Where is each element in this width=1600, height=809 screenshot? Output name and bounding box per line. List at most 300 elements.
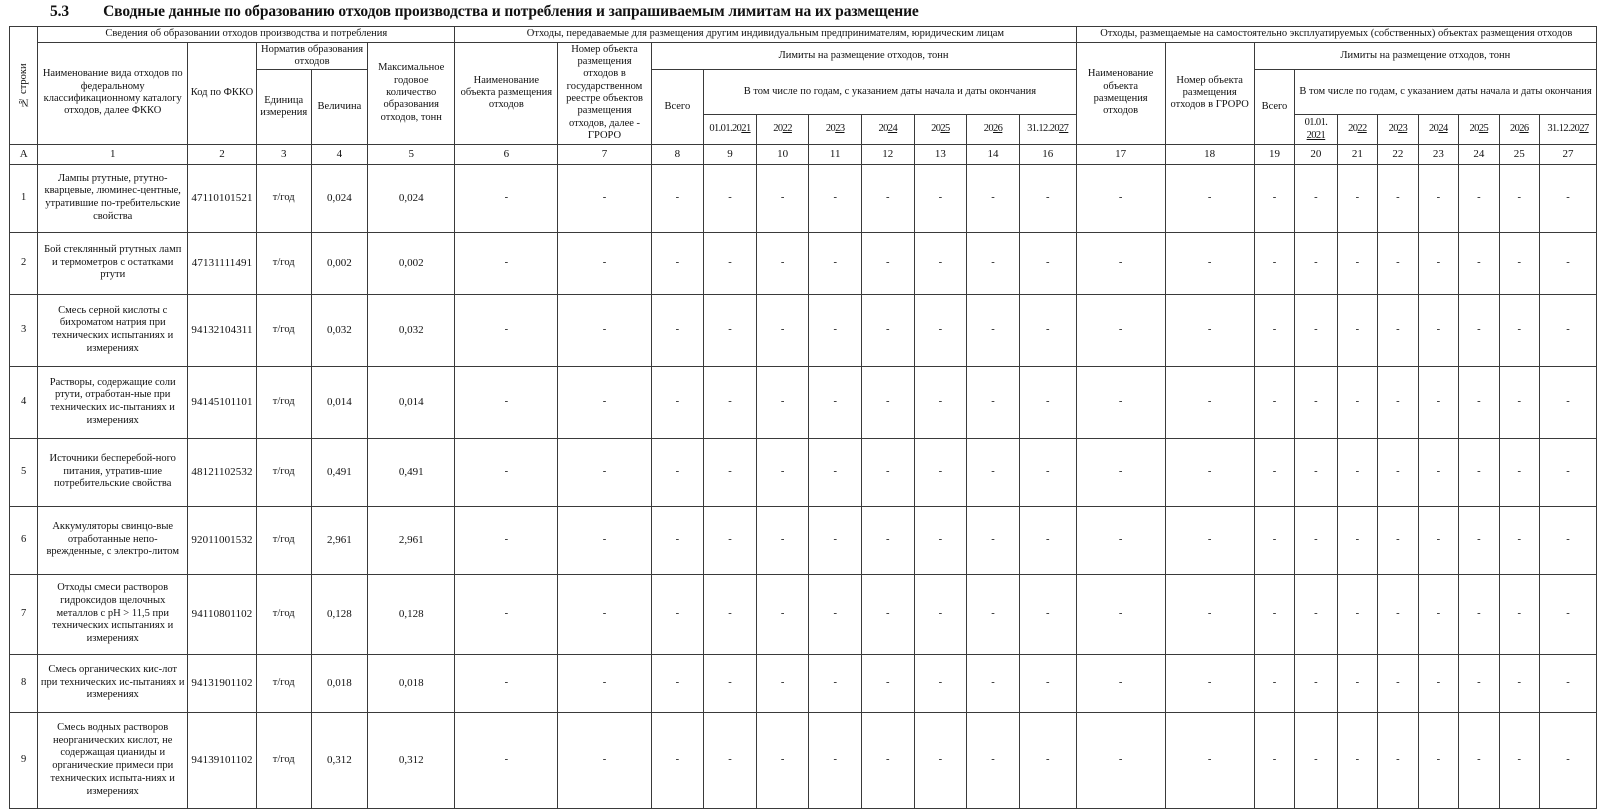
column-number-11: 11 [809, 144, 862, 164]
cell-y5-own: - [1459, 438, 1499, 506]
cell-y1-transfer: - [704, 574, 757, 654]
cell-facility-name-own: - [1076, 712, 1165, 808]
cell-y4-transfer: - [862, 654, 915, 712]
cell-y3-transfer: - [809, 712, 862, 808]
table-row [10, 294, 1597, 366]
cell-total-own: - [1254, 294, 1294, 366]
cell-y2-own: - [1337, 712, 1377, 808]
column-number-13: 13 [914, 144, 967, 164]
col-header-facility-name-own: Наименование объекта размещения отходов [1076, 42, 1165, 144]
cell-groro-own: - [1165, 164, 1254, 232]
table-row [10, 574, 1597, 654]
cell-y3-transfer: - [809, 438, 862, 506]
section-number: 5.3 [50, 3, 70, 20]
cell-y3-own: - [1378, 654, 1418, 712]
cell-unit: т/год [256, 574, 311, 654]
cell-groro-transfer: - [558, 574, 651, 654]
cell-y4-transfer: - [862, 366, 915, 438]
cell-y7-own: - [1540, 294, 1597, 366]
cell-row-number: 6 [10, 506, 38, 574]
cell-groro-transfer: - [558, 366, 651, 438]
cell-total-own: - [1254, 574, 1294, 654]
column-number-22: 22 [1378, 144, 1418, 164]
cell-y3-transfer: - [809, 506, 862, 574]
column-number-7: 7 [558, 144, 651, 164]
cell-y6-own: - [1499, 712, 1539, 808]
cell-y6-transfer: - [967, 164, 1020, 232]
cell-groro-own: - [1165, 294, 1254, 366]
cell-y4-transfer: - [862, 164, 915, 232]
table-row [10, 506, 1597, 574]
cell-y2-transfer: - [756, 232, 809, 294]
cell-y3-own: - [1378, 366, 1418, 438]
header-sub-row-1 [10, 42, 1597, 70]
cell-facility-name-transfer: - [455, 294, 558, 366]
cell-groro-own: - [1165, 574, 1254, 654]
column-number-21: 21 [1337, 144, 1377, 164]
column-number-4: 4 [311, 144, 368, 164]
cell-total-transfer: - [651, 164, 704, 232]
col-header-year-own-2 [1337, 115, 1377, 145]
cell-groro-own: - [1165, 366, 1254, 438]
cell-facility-name-own: - [1076, 506, 1165, 574]
col-header-total-transfer: Всего [651, 70, 704, 144]
cell-y4-transfer: - [862, 574, 915, 654]
cell-y6-own: - [1499, 232, 1539, 294]
cell-y6-own: - [1499, 164, 1539, 232]
cell-quantity: 0,128 [311, 574, 368, 654]
cell-unit: т/год [256, 654, 311, 712]
cell-y4-transfer: - [862, 506, 915, 574]
cell-total-transfer: - [651, 712, 704, 808]
column-number-A: A [10, 144, 38, 164]
col-header-year-transfer-7 [1019, 115, 1076, 145]
cell-y6-own: - [1499, 438, 1539, 506]
cell-unit: т/год [256, 232, 311, 294]
column-number-24: 24 [1459, 144, 1499, 164]
column-number-5: 5 [368, 144, 455, 164]
cell-facility-name-own: - [1076, 574, 1165, 654]
cell-groro-transfer: - [558, 712, 651, 808]
cell-y5-transfer: - [914, 712, 967, 808]
cell-y1-own: - [1295, 654, 1338, 712]
year-label: 01.01.2021 [709, 123, 751, 135]
cell-groro-own: - [1165, 506, 1254, 574]
cell-y7-transfer: - [1019, 574, 1076, 654]
cell-quantity: 0,312 [311, 712, 368, 808]
cell-y6-own: - [1499, 574, 1539, 654]
year-label: 2022 [1348, 123, 1367, 135]
cell-y7-own: - [1540, 164, 1597, 232]
cell-y2-own: - [1337, 506, 1377, 574]
cell-y7-transfer: - [1019, 506, 1076, 574]
cell-fkko-code: 92011001532 [188, 506, 257, 574]
waste-summary-table [9, 26, 1597, 809]
column-number-27: 27 [1540, 144, 1597, 164]
cell-groro-transfer: - [558, 438, 651, 506]
cell-y2-transfer: - [756, 294, 809, 366]
cell-y5-transfer: - [914, 438, 967, 506]
cell-y1-transfer: - [704, 438, 757, 506]
cell-y7-own: - [1540, 506, 1597, 574]
col-header-limits-transfer: Лимиты на размещение отходов, тонн [651, 42, 1076, 70]
cell-quantity: 0,018 [311, 654, 368, 712]
cell-y1-own: - [1295, 506, 1338, 574]
col-header-waste-name: Наименование вида отходов по федеральному классификационному каталогу отходов, далее ФККО [38, 42, 188, 144]
cell-facility-name-transfer: - [455, 712, 558, 808]
column-number-1: 1 [38, 144, 188, 164]
cell-facility-name-transfer: - [455, 574, 558, 654]
col-header-year-own-7 [1540, 115, 1597, 145]
group-header-own: Отходы, размещаемые на самостоятельно эксплуатируемых (собственных) объектах размещения отходов [1076, 27, 1596, 43]
cell-y4-own: - [1418, 438, 1458, 506]
cell-total-transfer: - [651, 294, 704, 366]
column-number-16: 16 [1019, 144, 1076, 164]
cell-y4-own: - [1418, 232, 1458, 294]
cell-groro-own: - [1165, 712, 1254, 808]
cell-fkko-code: 47131111491 [188, 232, 257, 294]
cell-y7-transfer: - [1019, 232, 1076, 294]
year-label: 2025 [931, 123, 950, 135]
cell-max-annual: 0,002 [368, 232, 455, 294]
column-number-row [10, 144, 1597, 164]
cell-total-own: - [1254, 654, 1294, 712]
col-header-year-own-5 [1459, 115, 1499, 145]
cell-y1-transfer: - [704, 294, 757, 366]
col-header-groro-own: Номер объекта размещения отходов в ГРОРО [1165, 42, 1254, 144]
cell-unit: т/год [256, 506, 311, 574]
cell-waste-name: Лампы ртутные, ртутно-кварцевые, люминес-центные, утратившие по-требительские свойства [38, 164, 188, 232]
col-header-by-years-own: В том числе по годам, с указанием даты начала и даты окончания [1295, 70, 1597, 115]
cell-facility-name-transfer: - [455, 232, 558, 294]
column-number-20: 20 [1295, 144, 1338, 164]
cell-y7-own: - [1540, 654, 1597, 712]
cell-y3-own: - [1378, 294, 1418, 366]
cell-y1-own: - [1295, 294, 1338, 366]
cell-groro-own: - [1165, 654, 1254, 712]
cell-y1-transfer: - [704, 366, 757, 438]
cell-fkko-code: 94145101101 [188, 366, 257, 438]
cell-max-annual: 0,312 [368, 712, 455, 808]
cell-y6-transfer: - [967, 294, 1020, 366]
cell-y5-transfer: - [914, 654, 967, 712]
cell-total-own: - [1254, 438, 1294, 506]
col-header-facility-name-transfer: Наименование объекта размещения отходов [455, 42, 558, 144]
cell-y2-transfer: - [756, 712, 809, 808]
cell-quantity: 0,002 [311, 232, 368, 294]
cell-y3-transfer: - [809, 294, 862, 366]
cell-facility-name-own: - [1076, 654, 1165, 712]
table-row [10, 366, 1597, 438]
cell-unit: т/год [256, 438, 311, 506]
cell-y3-own: - [1378, 438, 1418, 506]
section-title-text: Сводные данные по образованию отходов производства и потребления и запрашиваемым лимитам на их размещение [103, 3, 919, 20]
column-number-9: 9 [704, 144, 757, 164]
cell-y1-own: - [1295, 574, 1338, 654]
table-row [10, 164, 1597, 232]
year-label: 2026 [1509, 123, 1529, 135]
table-row [10, 712, 1597, 808]
cell-y3-transfer: - [809, 366, 862, 438]
col-header-limits-own: Лимиты на размещение отходов, тонн [1254, 42, 1596, 70]
cell-facility-name-own: - [1076, 232, 1165, 294]
year-label: 2023 [1388, 123, 1408, 135]
col-header-fkko-code: Код по ФККО [188, 42, 257, 144]
cell-facility-name-own: - [1076, 164, 1165, 232]
cell-facility-name-own: - [1076, 294, 1165, 366]
cell-y5-transfer: - [914, 232, 967, 294]
col-header-year-transfer-6 [967, 115, 1020, 145]
cell-y2-transfer: - [756, 438, 809, 506]
cell-y5-own: - [1459, 232, 1499, 294]
cell-y7-own: - [1540, 366, 1597, 438]
col-header-year-own-4 [1418, 115, 1458, 145]
cell-y2-transfer: - [756, 654, 809, 712]
col-header-row-number-label: № строки [17, 63, 29, 108]
cell-y5-own: - [1459, 654, 1499, 712]
cell-max-annual: 0,014 [368, 366, 455, 438]
column-number-14: 14 [967, 144, 1020, 164]
column-number-8: 8 [651, 144, 704, 164]
cell-unit: т/год [256, 164, 311, 232]
cell-waste-name: Смесь органических кис-лот при технических ис-пытаниях и измерениях [38, 654, 188, 712]
cell-y6-own: - [1499, 506, 1539, 574]
cell-y4-own: - [1418, 574, 1458, 654]
cell-y2-own: - [1337, 438, 1377, 506]
year-label: 2024 [878, 123, 898, 135]
year-label: 2024 [1429, 123, 1448, 135]
cell-max-annual: 0,024 [368, 164, 455, 232]
cell-y1-own: - [1295, 232, 1338, 294]
cell-y2-own: - [1337, 366, 1377, 438]
cell-row-number: 4 [10, 366, 38, 438]
cell-y6-transfer: - [967, 438, 1020, 506]
cell-y3-own: - [1378, 712, 1418, 808]
cell-quantity: 0,014 [311, 366, 368, 438]
cell-total-transfer: - [651, 366, 704, 438]
col-header-norm-group: Норматив образования отходов [256, 42, 367, 70]
cell-row-number: 9 [10, 712, 38, 808]
cell-y1-transfer: - [704, 506, 757, 574]
year-label: 31.12.2027 [1547, 123, 1589, 135]
cell-quantity: 2,961 [311, 506, 368, 574]
cell-y7-transfer: - [1019, 294, 1076, 366]
cell-total-own: - [1254, 366, 1294, 438]
cell-max-annual: 2,961 [368, 506, 455, 574]
cell-y4-own: - [1418, 366, 1458, 438]
cell-total-own: - [1254, 712, 1294, 808]
cell-groro-transfer: - [558, 506, 651, 574]
cell-y3-transfer: - [809, 654, 862, 712]
cell-total-transfer: - [651, 232, 704, 294]
col-header-by-years-transfer: В том числе по годам, с указанием даты начала и даты окончания [704, 70, 1076, 115]
cell-fkko-code: 48121102532 [188, 438, 257, 506]
cell-unit: т/год [256, 294, 311, 366]
cell-y5-transfer: - [914, 294, 967, 366]
cell-y5-own: - [1459, 164, 1499, 232]
column-number-10: 10 [756, 144, 809, 164]
cell-row-number: 1 [10, 164, 38, 232]
cell-row-number: 5 [10, 438, 38, 506]
cell-y5-transfer: - [914, 506, 967, 574]
year-label: 31.12.2027 [1027, 123, 1069, 135]
cell-max-annual: 0,032 [368, 294, 455, 366]
cell-y7-own: - [1540, 232, 1597, 294]
table-row [10, 438, 1597, 506]
cell-row-number: 2 [10, 232, 38, 294]
cell-y4-transfer: - [862, 232, 915, 294]
cell-total-own: - [1254, 232, 1294, 294]
col-header-year-own-3 [1378, 115, 1418, 145]
cell-facility-name-transfer: - [455, 366, 558, 438]
cell-facility-name-transfer: - [455, 654, 558, 712]
cell-row-number: 3 [10, 294, 38, 366]
cell-y2-own: - [1337, 574, 1377, 654]
cell-total-transfer: - [651, 654, 704, 712]
col-header-year-transfer-3 [809, 115, 862, 145]
cell-y3-own: - [1378, 506, 1418, 574]
cell-y4-transfer: - [862, 712, 915, 808]
cell-y2-own: - [1337, 164, 1377, 232]
cell-total-transfer: - [651, 438, 704, 506]
cell-groro-transfer: - [558, 232, 651, 294]
cell-y3-own: - [1378, 232, 1418, 294]
year-label: 2022 [773, 123, 792, 135]
cell-y5-own: - [1459, 294, 1499, 366]
cell-y5-own: - [1459, 712, 1499, 808]
cell-y2-own: - [1337, 232, 1377, 294]
cell-quantity: 0,032 [311, 294, 368, 366]
cell-y6-transfer: - [967, 712, 1020, 808]
cell-y1-transfer: - [704, 712, 757, 808]
column-number-18: 18 [1165, 144, 1254, 164]
cell-y5-own: - [1459, 506, 1499, 574]
cell-facility-name-own: - [1076, 366, 1165, 438]
cell-groro-transfer: - [558, 164, 651, 232]
cell-waste-name: Бой стеклянный ртутных ламп и термометров с остатками ртути [38, 232, 188, 294]
column-number-2: 2 [188, 144, 257, 164]
cell-y1-own: - [1295, 712, 1338, 808]
cell-y6-own: - [1499, 294, 1539, 366]
year-label: 2025 [1469, 123, 1489, 135]
cell-y7-transfer: - [1019, 366, 1076, 438]
cell-waste-name: Аккумуляторы свинцо-вые отработанные непо-врежденные, с электро-литом [38, 506, 188, 574]
cell-max-annual: 0,018 [368, 654, 455, 712]
cell-waste-name: Отходы смеси растворов гидроксидов щелочных металлов с pH > 11,5 при технических испытаниях и измерениях [38, 574, 188, 654]
col-header-quantity: Величина [311, 70, 368, 144]
cell-fkko-code: 94110801102 [188, 574, 257, 654]
cell-y2-own: - [1337, 654, 1377, 712]
cell-y4-transfer: - [862, 294, 915, 366]
group-header-transfer: Отходы, передаваемые для размещения другим индивидуальным предпринимателям, юридическим лицам [455, 27, 1076, 43]
cell-y5-transfer: - [914, 574, 967, 654]
cell-y1-own: - [1295, 164, 1338, 232]
cell-y7-transfer: - [1019, 164, 1076, 232]
cell-facility-name-own: - [1076, 438, 1165, 506]
cell-fkko-code: 94139101102 [188, 712, 257, 808]
cell-quantity: 0,024 [311, 164, 368, 232]
cell-y1-own: - [1295, 438, 1338, 506]
cell-max-annual: 0,128 [368, 574, 455, 654]
cell-y4-transfer: - [862, 438, 915, 506]
cell-y7-transfer: - [1019, 712, 1076, 808]
cell-y1-own: - [1295, 366, 1338, 438]
cell-fkko-code: 94132104311 [188, 294, 257, 366]
cell-y4-own: - [1418, 654, 1458, 712]
cell-y7-own: - [1540, 712, 1597, 808]
cell-waste-name: Смесь водных растворов неорганических кислот, не содержащая цианиды и органические примеси при технических испыта-ниях и измерениях [38, 712, 188, 808]
cell-y4-own: - [1418, 712, 1458, 808]
year-label: 2023 [825, 123, 845, 135]
column-number-17: 17 [1076, 144, 1165, 164]
cell-y3-own: - [1378, 574, 1418, 654]
column-number-25: 25 [1499, 144, 1539, 164]
cell-y2-transfer: - [756, 574, 809, 654]
cell-y4-own: - [1418, 294, 1458, 366]
cell-y4-own: - [1418, 164, 1458, 232]
col-header-year-transfer-1 [704, 115, 757, 145]
cell-facility-name-transfer: - [455, 438, 558, 506]
cell-y2-transfer: - [756, 164, 809, 232]
cell-y3-transfer: - [809, 164, 862, 232]
cell-unit: т/год [256, 366, 311, 438]
cell-y6-transfer: - [967, 366, 1020, 438]
cell-y7-transfer: - [1019, 654, 1076, 712]
col-header-year-transfer-4 [862, 115, 915, 145]
cell-y6-transfer: - [967, 232, 1020, 294]
col-header-row-number [10, 27, 38, 145]
cell-y3-transfer: - [809, 232, 862, 294]
cell-y1-transfer: - [704, 232, 757, 294]
cell-y6-own: - [1499, 366, 1539, 438]
cell-groro-transfer: - [558, 294, 651, 366]
col-header-groro-transfer: Номер объекта размещения отходов в государственном реестре объектов размещения отходов, далее - ГРОРО [558, 42, 651, 144]
table-body [10, 164, 1597, 808]
cell-y3-transfer: - [809, 574, 862, 654]
col-header-year-own-1 [1295, 115, 1338, 145]
cell-y7-own: - [1540, 574, 1597, 654]
section-title [6, 0, 1594, 26]
col-header-max-annual: Максимальное годовое количество образования отходов, тонн [368, 42, 455, 144]
cell-y1-transfer: - [704, 164, 757, 232]
cell-y6-transfer: - [967, 574, 1020, 654]
header-group-row [10, 27, 1597, 43]
cell-groro-own: - [1165, 438, 1254, 506]
cell-fkko-code: 47110101521 [188, 164, 257, 232]
col-header-year-transfer-5 [914, 115, 967, 145]
cell-total-own: - [1254, 164, 1294, 232]
cell-max-annual: 0,491 [368, 438, 455, 506]
table-row [10, 654, 1597, 712]
group-header-generation: Сведения об образовании отходов производства и потребления [38, 27, 455, 43]
col-header-total-own: Всего [1254, 70, 1294, 144]
col-header-unit: Единица измерения [256, 70, 311, 144]
cell-waste-name: Смесь серной кислоты с бихроматом натрия при технических испытаниях и измерениях [38, 294, 188, 366]
column-number-6: 6 [455, 144, 558, 164]
column-number-19: 19 [1254, 144, 1294, 164]
cell-y2-own: - [1337, 294, 1377, 366]
cell-y6-transfer: - [967, 654, 1020, 712]
cell-total-transfer: - [651, 574, 704, 654]
cell-groro-transfer: - [558, 654, 651, 712]
cell-y5-own: - [1459, 574, 1499, 654]
column-number-23: 23 [1418, 144, 1458, 164]
cell-row-number: 7 [10, 574, 38, 654]
cell-y7-transfer: - [1019, 438, 1076, 506]
cell-quantity: 0,491 [311, 438, 368, 506]
cell-unit: т/год [256, 712, 311, 808]
cell-y2-transfer: - [756, 506, 809, 574]
